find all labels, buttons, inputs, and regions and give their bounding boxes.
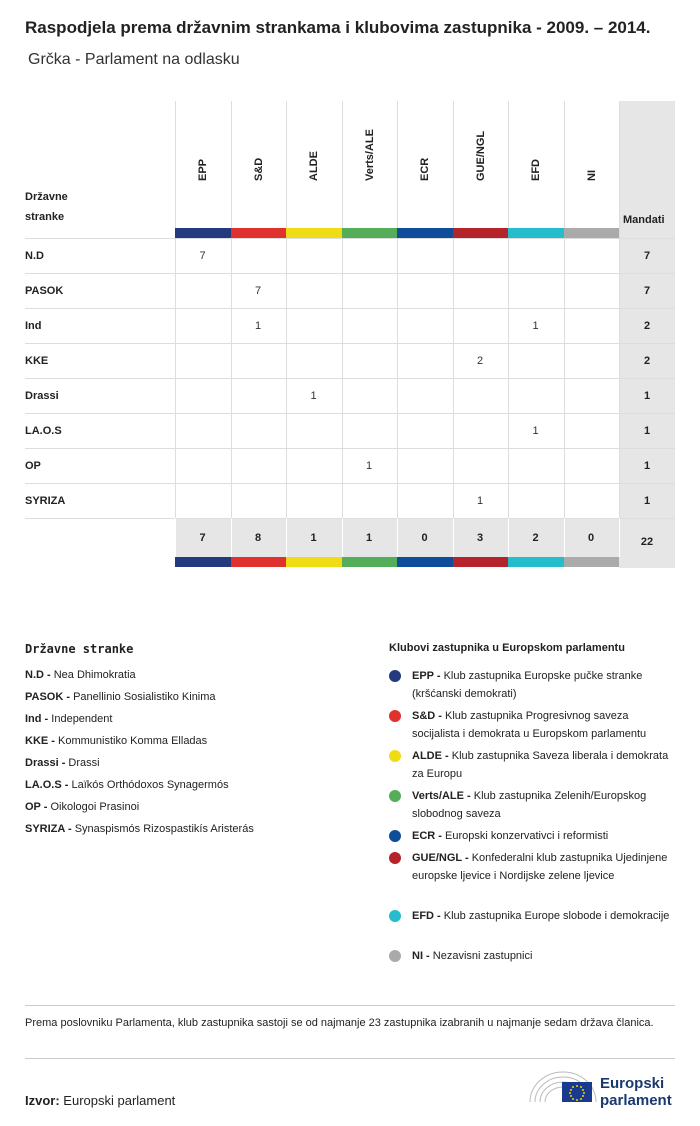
party-name: LA.O.S [25, 425, 62, 437]
column-header-efd: EFD [530, 159, 542, 181]
seat-count-cell: 7 [199, 250, 206, 262]
group-legend-item [412, 787, 677, 823]
column-divider [619, 101, 620, 518]
seat-count-cell: 1 [476, 495, 484, 507]
column-divider-total [175, 518, 176, 557]
party-name: Drassi [25, 390, 59, 402]
group-legend-abbr: ALDE - [412, 750, 452, 762]
group-color-dot [389, 670, 401, 682]
group-color-dot [389, 790, 401, 802]
group-legend-title: Klubovi zastupnika u Europskom parlamentu [389, 642, 625, 654]
column-divider [397, 101, 398, 518]
mandati-cell: 1 [643, 425, 651, 437]
column-divider-total [342, 518, 343, 557]
page-title: Raspodjela prema državnim strankama i klubovima zastupnika - 2009. – 2014. [25, 18, 651, 37]
seat-count-cell: 2 [476, 355, 484, 367]
logo-line1: Europski [600, 1075, 665, 1092]
row-divider [25, 378, 675, 379]
group-color-dot [389, 910, 401, 922]
column-divider [286, 101, 287, 518]
group-legend-abbr: EPP - [412, 670, 444, 682]
column-divider [564, 101, 565, 518]
column-color-bar-bottom [175, 557, 231, 567]
mandati-header: Mandati [623, 214, 665, 226]
mandati-cell: 1 [643, 495, 651, 507]
party-legend-item [25, 801, 139, 813]
total-cell: 8 [254, 532, 262, 544]
column-header-alde: ALDE [308, 151, 320, 181]
total-cell: 0 [587, 532, 595, 544]
row-header-line1: Državne [25, 191, 68, 203]
column-header-vertsale: Verts/ALE [363, 129, 376, 181]
party-legend-item [25, 691, 216, 703]
column-divider-total [231, 518, 232, 557]
source-label: Izvor: [25, 1093, 60, 1108]
seat-count-cell: 1 [365, 460, 373, 472]
column-color-bar [286, 228, 342, 238]
column-header-guengl: GUE/NGL [474, 130, 487, 181]
row-divider [25, 273, 675, 274]
party-legend-name: Independent [51, 713, 113, 725]
party-legend-name: Drassi [68, 757, 100, 769]
group-legend-abbr: ECR - [412, 830, 445, 842]
distribution-table [25, 101, 675, 571]
column-divider-total [397, 518, 398, 557]
source-line [25, 1093, 175, 1108]
group-legend-desc: Konfederalni klub zastupnika Ujedinjene europske ljevice i Nordijske zelene ljevice [412, 852, 668, 882]
column-divider [231, 101, 232, 518]
party-legend-abbr: SYRIZA - [25, 823, 75, 835]
total-cell: 3 [476, 532, 484, 544]
group-color-dot [389, 750, 401, 762]
mandati-cell: 1 [643, 390, 651, 402]
column-color-bar-bottom [508, 557, 564, 567]
footnote: Prema poslovniku Parlamenta, klub zastupnika sastoji se od najmanje 23 zastupnika izabranih u najmanje sedam država članica. [25, 1017, 654, 1029]
column-color-bar [175, 228, 231, 238]
party-legend-item [25, 713, 112, 725]
party-legend-name: Oikologoi Prasinoi [50, 801, 140, 813]
party-name: OP [25, 460, 41, 472]
column-color-bar-bottom [231, 557, 287, 567]
row-divider [25, 308, 675, 309]
total-cell: 0 [421, 532, 428, 544]
group-color-dot [389, 950, 401, 962]
row-header [25, 187, 68, 227]
party-legend-item [25, 735, 207, 747]
separator-bottom [25, 1058, 675, 1059]
column-color-bar-bottom [564, 557, 620, 567]
party-legend-abbr: Ind - [25, 713, 52, 725]
column-header-ecr: ECR [419, 157, 431, 181]
column-divider [342, 101, 343, 518]
column-header-sd: S&D [252, 157, 265, 181]
party-legend-abbr: OP - [25, 801, 51, 813]
column-divider-total [564, 518, 565, 557]
mandati-cell: 7 [643, 250, 651, 262]
column-color-bar [397, 228, 453, 238]
party-name: SYRIZA [25, 495, 66, 507]
column-header-epp: EPP [197, 158, 209, 181]
column-color-bar [508, 228, 564, 238]
seat-count-cell: 1 [532, 425, 539, 437]
party-legend-name: Kommunistiko Komma Elladas [58, 735, 208, 747]
column-divider [508, 101, 509, 518]
seat-count-cell: 1 [254, 320, 262, 332]
column-divider-total [508, 518, 509, 557]
logo-text [600, 1075, 672, 1109]
group-legend-item [412, 707, 677, 743]
seat-count-cell: 1 [532, 320, 539, 332]
party-legend-item [25, 823, 254, 835]
group-legend-item [412, 747, 677, 783]
group-legend-item [412, 947, 677, 965]
party-legend-name: Laïkós Orthódoxos Synagermós [71, 779, 229, 791]
group-legend-desc: Europski konzervativci i reformisti [445, 830, 609, 842]
row-divider [25, 448, 675, 449]
party-legend-abbr: KKE - [25, 735, 58, 747]
mandati-cell: 7 [643, 285, 651, 297]
total-cell: 1 [310, 532, 317, 544]
column-divider-total [619, 518, 620, 557]
parliament-hemicycle-icon [528, 1068, 598, 1106]
source-value: Europski parlament [63, 1093, 176, 1108]
group-legend-item [412, 849, 677, 885]
mandati-cell: 2 [643, 320, 651, 332]
column-header-ni: NI [585, 170, 598, 181]
mandati-cell: 1 [643, 460, 651, 472]
seat-count-cell: 1 [310, 390, 317, 402]
total-mandati: 22 [640, 536, 654, 548]
total-cell: 7 [199, 532, 206, 544]
group-legend-item [412, 907, 677, 925]
column-divider-total [453, 518, 454, 557]
group-legend-abbr: EFD - [412, 910, 444, 922]
group-legend-desc: Klub zastupnika Progresivnog saveza socijalista i demokrata u Europskom parlamentu [412, 710, 647, 740]
seat-count-cell: 7 [254, 285, 262, 297]
group-color-dot [389, 830, 401, 842]
party-legend-abbr: Drassi - [25, 757, 69, 769]
column-color-bar [231, 228, 287, 238]
header-divider [25, 238, 675, 239]
column-color-bar-bottom [397, 557, 453, 567]
party-name: N.D [25, 250, 44, 262]
group-legend-desc: Klub zastupnika Europe slobode i demokracije [443, 910, 670, 922]
party-legend-abbr: LA.O.S - [25, 779, 72, 791]
group-legend-desc: Nezavisni zastupnici [432, 950, 533, 962]
group-color-dot [389, 852, 401, 864]
column-divider-total [286, 518, 287, 557]
column-color-bar [564, 228, 620, 238]
party-legend-item [25, 669, 136, 681]
party-legend-item [25, 779, 229, 791]
row-divider [25, 483, 675, 484]
party-name: Ind [25, 320, 42, 332]
column-color-bar-bottom [342, 557, 398, 567]
party-name: KKE [25, 355, 49, 367]
total-cell: 1 [365, 532, 373, 544]
logo-line2: parlament [600, 1092, 672, 1109]
column-color-bar-bottom [453, 557, 509, 567]
column-color-bar [453, 228, 509, 238]
column-color-bar [342, 228, 398, 238]
group-legend-abbr: Verts/ALE - [412, 790, 474, 802]
page-subtitle: Grčka - Parlament na odlasku [28, 51, 240, 68]
column-divider [175, 101, 176, 518]
group-legend-abbr: GUE/NGL - [412, 852, 472, 864]
mandati-cell: 2 [643, 355, 651, 367]
row-divider [25, 343, 675, 344]
party-legend-abbr: N.D - [25, 669, 54, 681]
group-legend-item [412, 827, 677, 845]
row-divider [25, 413, 675, 414]
group-color-dot [389, 710, 401, 722]
party-legend-title: Državne stranke [25, 642, 134, 656]
group-legend-desc: Klub zastupnika Europske pučke stranke (kršćanski demokrati) [412, 670, 643, 700]
total-cell: 2 [532, 532, 539, 544]
party-legend-name: Synaspismós Rizospastikís Aristerás [74, 823, 254, 835]
party-name: PASOK [25, 285, 64, 297]
party-legend-name: Panellinio Sosialistiko Kinima [73, 691, 216, 703]
group-legend-abbr: NI - [412, 950, 433, 962]
separator-top [25, 1005, 675, 1006]
group-legend-desc: Klub zastupnika Zelenih/Europskog slobodnog saveza [412, 790, 647, 820]
column-divider [453, 101, 454, 518]
party-legend-abbr: PASOK - [25, 691, 74, 703]
group-legend-abbr: S&D - [412, 710, 445, 722]
party-legend-item [25, 757, 100, 769]
group-legend-desc: Klub zastupnika Saveza liberala i demokrata za Europu [412, 750, 669, 780]
party-legend-name: Nea Dhimokratia [53, 669, 136, 681]
row-header-line2: stranke [25, 211, 65, 223]
column-color-bar-bottom [286, 557, 342, 567]
group-legend-item [412, 667, 677, 703]
